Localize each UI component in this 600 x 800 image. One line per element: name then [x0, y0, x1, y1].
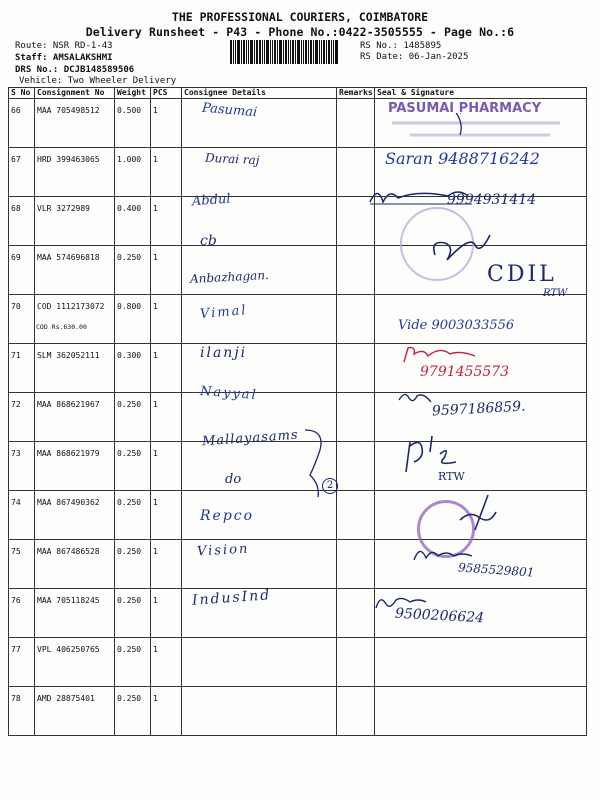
row-consignment — [35, 295, 115, 344]
phone-number: 9791455573 — [420, 364, 510, 380]
runsheet-subtitle: Delivery Runsheet - P43 - Phone No.:0422-3505555 - Page No.:6 — [85, 25, 515, 39]
row-consignment: MAA 574696818 — [35, 246, 115, 295]
recipient-signature: Vide 9003033556 — [398, 318, 515, 333]
handwritten-consignee: Abdul — [191, 191, 232, 210]
table-row — [9, 638, 587, 687]
row-weight: 0.250 — [115, 540, 151, 589]
row-sno: 72 — [9, 393, 35, 442]
row-consignment: MAA 705118245 — [35, 589, 115, 638]
row-consignment: MAA 867486528 — [35, 540, 115, 589]
row-consignment: HRD 399463065 — [35, 148, 115, 197]
row-sno: 67 — [9, 148, 35, 197]
signature-scribble — [430, 490, 500, 545]
row-consignment: MAA 705498512 — [35, 99, 115, 148]
row-weight: 0.250 — [115, 393, 151, 442]
row-consignment: VLR 3272989 — [35, 197, 115, 246]
row-consignment: AMD 28875401 — [35, 687, 115, 736]
vehicle-label: Vehicle: Two Wheeler Delivery — [19, 76, 177, 86]
row-consignment: SLM 362052111 — [35, 344, 115, 393]
handwritten-consignee: Vimal — [199, 302, 249, 323]
row-pcs: 1 — [151, 540, 182, 589]
row-pcs: 1 — [151, 589, 182, 638]
row-remarks-cell — [337, 344, 375, 393]
route-label: Route: NSR RD-1-43 — [15, 41, 113, 51]
stamp-address-lines — [390, 113, 570, 145]
cod-amount: COD Rs.630.00 — [36, 323, 87, 331]
row-remarks-cell — [337, 295, 375, 344]
header-pcs: PCS — [151, 88, 182, 99]
header-weight: Weight — [115, 88, 151, 99]
header-remarks: Remarks — [337, 88, 375, 99]
row-weight: 0.300 — [115, 344, 151, 393]
row-sno: 77 — [9, 638, 35, 687]
handwritten-consignee: Nayyal — [199, 384, 259, 403]
row-weight: 0.250 — [115, 638, 151, 687]
handwritten-consignee: Durai raj — [204, 150, 260, 168]
rs-date-label: RS Date: 06-Jan-2025 — [360, 52, 469, 62]
handwritten-consignee: ilanji — [200, 345, 248, 361]
recipient-signature: Saran 9488716242 — [385, 149, 540, 168]
header-sno: S No — [9, 88, 35, 99]
row-consignment: MAA 867490362 — [35, 491, 115, 540]
handwritten-consignee: Pasumai — [201, 100, 258, 121]
row-consignee-cell — [182, 638, 337, 687]
handwritten-consignee: do — [225, 472, 242, 487]
handwritten-consignee: cb — [200, 233, 217, 249]
row-sno: 71 — [9, 344, 35, 393]
row-weight: 0.400 — [115, 197, 151, 246]
handwritten-consignee: Anbazhagan. — [189, 267, 270, 287]
table-row — [9, 687, 587, 736]
row-sno: 74 — [9, 491, 35, 540]
phone-number: 9994931414 — [447, 192, 537, 208]
row-consignment: MAA 868621979 — [35, 442, 115, 491]
cdil-mark: CDIL — [487, 262, 557, 287]
phone-number: 9500206624 — [394, 605, 485, 627]
pharmacy-stamp: PASUMAI PHARMACY — [388, 101, 542, 116]
row-weight: 0.250 — [115, 491, 151, 540]
row-weight: 0.800 — [115, 295, 151, 344]
row-pcs: 1 — [151, 393, 182, 442]
row-seal-cell — [375, 638, 587, 687]
row-pcs: 1 — [151, 295, 182, 344]
handwritten-consignee: Vision — [196, 541, 250, 560]
rs-no-label: RS No.: 1485895 — [360, 41, 442, 51]
runsheet-barcode — [230, 40, 355, 64]
row-sno: 78 — [9, 687, 35, 736]
row-weight: 0.500 — [115, 99, 151, 148]
signature-scribble-red — [400, 344, 480, 366]
row-pcs: 1 — [151, 491, 182, 540]
row-pcs: 1 — [151, 197, 182, 246]
row-pcs: 1 — [151, 99, 182, 148]
row-pcs: 1 — [151, 687, 182, 736]
header-seal: Seal & Signature — [375, 88, 587, 99]
row-remarks-cell — [337, 638, 375, 687]
row-weight: 0.250 — [115, 246, 151, 295]
row-pcs: 1 — [151, 246, 182, 295]
row-sno: 73 — [9, 442, 35, 491]
row-seal-cell — [375, 687, 587, 736]
rtw-note: RTW — [543, 288, 568, 299]
row-pcs: 1 — [151, 344, 182, 393]
bracket-mark — [300, 425, 350, 505]
handwritten-consignee: Mallayasams — [201, 427, 300, 450]
row-consignee-cell — [182, 687, 337, 736]
row-pcs: 1 — [151, 442, 182, 491]
table-row — [9, 442, 587, 491]
row-pcs: 1 — [151, 638, 182, 687]
circled-two: 2 — [322, 478, 338, 494]
handwritten-consignee: Repco — [200, 508, 255, 524]
staff-label: Staff: AMSALAKSHMI — [15, 53, 113, 63]
row-weight: 0.250 — [115, 687, 151, 736]
row-remarks-cell — [337, 99, 375, 148]
company-title: THE PROFESSIONAL COURIERS, COIMBATORE — [171, 10, 429, 24]
row-consignment: VPL 406250765 — [35, 638, 115, 687]
table-row — [9, 589, 587, 638]
phone-number: 9597186859. — [431, 398, 526, 420]
row-sno: 70 — [9, 295, 35, 344]
row-weight: 1.000 — [115, 148, 151, 197]
row-sno: 75 — [9, 540, 35, 589]
row-sno: 66 — [9, 99, 35, 148]
header-consignment: Consignment No — [35, 88, 115, 99]
row-sno: 69 — [9, 246, 35, 295]
row-consignment-text: COD 1112173072 — [37, 302, 105, 311]
row-sno: 76 — [9, 589, 35, 638]
table-header-row — [9, 88, 587, 99]
row-remarks-cell — [337, 589, 375, 638]
row-remarks-cell — [337, 687, 375, 736]
row-sno: 68 — [9, 197, 35, 246]
row-remarks-cell — [337, 246, 375, 295]
phone-number: 9585529801 — [457, 560, 535, 580]
row-pcs: 1 — [151, 148, 182, 197]
handwritten-consignee: IndusInd — [191, 587, 272, 609]
signature-scribble — [395, 388, 435, 410]
header-consignee: Consignee Details — [182, 88, 337, 99]
row-weight: 0.250 — [115, 442, 151, 491]
rtw-note: RTW — [438, 470, 465, 483]
row-consignment: MAA 868621967 — [35, 393, 115, 442]
row-weight: 0.250 — [115, 589, 151, 638]
row-remarks-cell — [337, 540, 375, 589]
drs-label: DRS No.: DCJB148589506 — [15, 65, 135, 75]
